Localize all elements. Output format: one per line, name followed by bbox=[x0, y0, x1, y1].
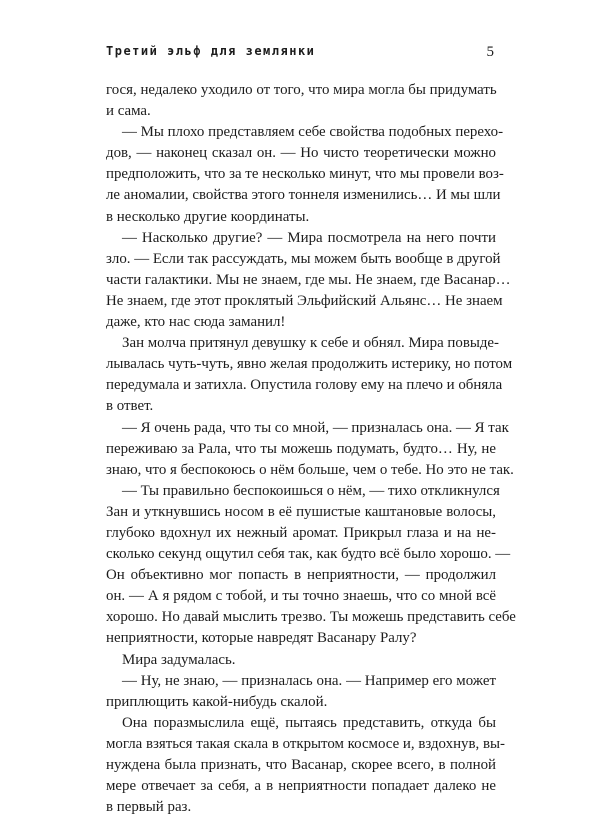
text-line: передумала и затихла. Опустила голову ему на плечо и обняла bbox=[106, 377, 503, 394]
text-line: — Я очень рада, что ты со мной, — призналась она. — Я так bbox=[122, 419, 509, 436]
text-line: дов, — наконец сказал он. — Но чисто теоретически можно bbox=[106, 145, 496, 162]
running-title: Третий эльф для землянки bbox=[106, 44, 316, 58]
text-line: Зан молча притянул девушку к себе и обнял. Мира повыде- bbox=[122, 335, 500, 352]
text-line: гося, недалеко уходило от того, что мира могла бы придумать bbox=[106, 82, 497, 98]
body-text bbox=[106, 80, 516, 818]
text-line: — Ты правильно беспокоишься о нём, — тихо откликнулся bbox=[122, 482, 500, 499]
text-line: он. — А я рядом с тобой, и ты точно знаешь, что со мной всё bbox=[106, 588, 496, 605]
text-line: — Мы плохо представляем себе свойства подобных перехо- bbox=[122, 124, 504, 141]
text-line: переживаю за Рала, что ты можешь подумать, будто… Ну, не bbox=[106, 440, 496, 457]
text-line: нуждена была признать, что Васанар, скорее всего, в полной bbox=[106, 757, 496, 773]
text-line: и сама. bbox=[106, 103, 151, 120]
text-line: Зан и уткнувшись носом в её пушистые каштановые волосы, bbox=[106, 503, 496, 520]
text-line: — Ну, не знаю, — призналась она. — Например его может bbox=[122, 672, 496, 689]
text-line: в первый раз. bbox=[106, 799, 192, 816]
text-line: в несколько другие координаты. bbox=[106, 208, 310, 225]
text-line: Не знаем, где этот проклятый Эльфийский Альянс… Не знаем bbox=[106, 292, 503, 309]
text-line: зло. — Если так рассуждать, мы можем быть вообще в другой bbox=[106, 250, 501, 267]
text-line: ле аномалии, свойства этого тоннеля изменились… И мы шли bbox=[106, 187, 501, 204]
text-line: Он объективно мог попасть в неприятности, — продолжил bbox=[106, 567, 496, 584]
text-line: мере отвечает за себя, а в неприятности попадает далеко не bbox=[106, 778, 496, 795]
page-number: 5 bbox=[486, 44, 494, 60]
text-line: могла взяться такая скала в открытом космосе и, вздохнув, вы- bbox=[106, 735, 505, 752]
text-line: — Насколько другие? — Мира посмотрела на него почти bbox=[122, 229, 496, 246]
text-line: даже, кто нас сюда заманил! bbox=[106, 314, 286, 331]
text-line: неприятности, которые навредят Васанару Ралу? bbox=[106, 630, 417, 647]
text-line: предположить, что за те несколько минут, что мы провели воз- bbox=[106, 166, 504, 183]
text-line: в ответ. bbox=[106, 398, 154, 415]
text-line: Она поразмыслила ещё, пытаясь представить, откуда бы bbox=[122, 714, 496, 731]
text-line: приплющить какой-нибудь скалой. bbox=[106, 693, 328, 710]
text-line: сколько секунд ощутил себя так, как будто всё было хорошо. — bbox=[106, 546, 511, 563]
page-header bbox=[106, 44, 494, 66]
text-line: Мира задумалась. bbox=[122, 651, 236, 668]
text-line: знаю, что я беспокоюсь о нём больше, чем о тебе. Но это не так. bbox=[106, 461, 514, 478]
text-line: части галактики. Мы не знаем, где мы. Не знаем, где Васанар… bbox=[106, 271, 511, 288]
text-line: глубоко вдохнул их нежный аромат. Прикрыл глаза и на не- bbox=[106, 524, 496, 541]
text-line: хорошо. Но давай мыслить трезво. Ты можешь представить себе bbox=[106, 609, 516, 626]
text-line: лывалась чуть-чуть, явно желая продолжить истерику, но потом bbox=[106, 356, 513, 373]
